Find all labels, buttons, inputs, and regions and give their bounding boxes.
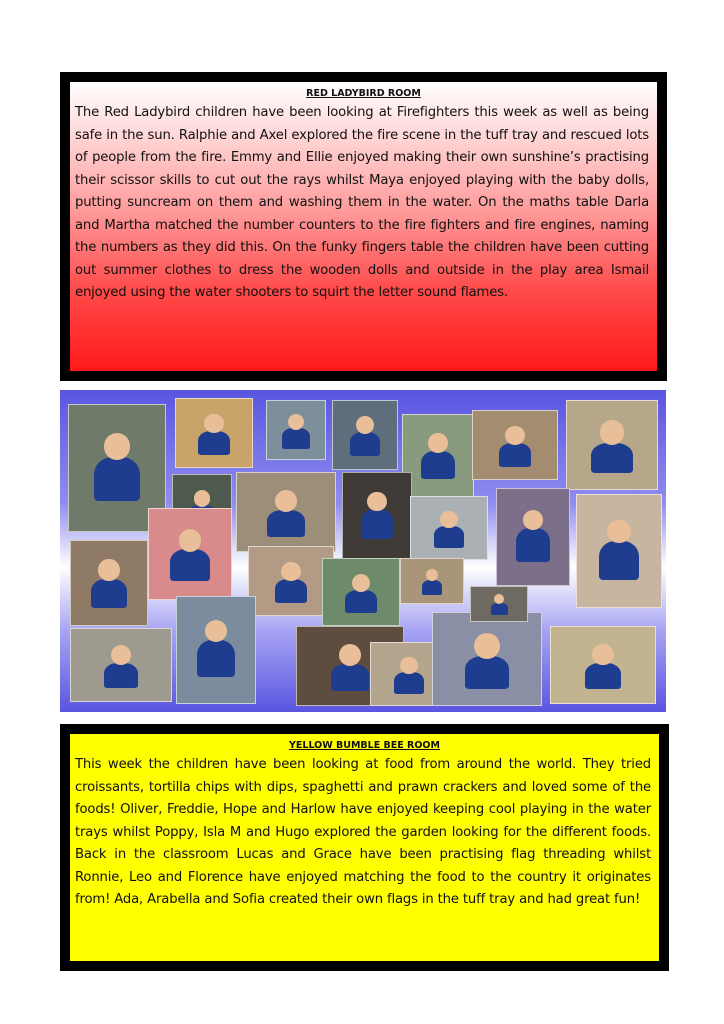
photo-collage bbox=[60, 390, 666, 712]
child-uniform bbox=[499, 443, 531, 467]
collage-photo bbox=[576, 494, 662, 608]
child-face bbox=[352, 574, 370, 592]
yellow-bumble-bee-panel-inner bbox=[70, 734, 659, 961]
collage-photo bbox=[402, 414, 474, 498]
child-uniform bbox=[282, 428, 310, 448]
child-face bbox=[288, 414, 304, 430]
collage-photo bbox=[70, 628, 172, 702]
child-face bbox=[428, 433, 448, 453]
collage-photo bbox=[470, 586, 528, 622]
child-uniform bbox=[361, 509, 393, 539]
child-face bbox=[339, 644, 361, 666]
child-face bbox=[600, 420, 625, 445]
child-uniform bbox=[434, 526, 464, 548]
red-ladybird-panel bbox=[60, 72, 667, 381]
child-face bbox=[281, 562, 300, 581]
child-face bbox=[205, 620, 227, 642]
collage-photo bbox=[550, 626, 656, 704]
collage-photo bbox=[175, 398, 253, 468]
collage-photo bbox=[400, 558, 464, 604]
collage-photo bbox=[266, 400, 326, 460]
child-uniform bbox=[421, 451, 454, 480]
child-face bbox=[607, 520, 631, 544]
collage-photo bbox=[566, 400, 658, 490]
child-uniform bbox=[104, 663, 138, 688]
collage-photo bbox=[496, 488, 570, 586]
child-face bbox=[98, 559, 119, 580]
child-face bbox=[275, 490, 297, 512]
collage-photo bbox=[236, 472, 336, 552]
child-uniform bbox=[267, 510, 304, 537]
child-uniform bbox=[170, 549, 209, 581]
child-uniform bbox=[91, 579, 127, 608]
child-uniform bbox=[585, 663, 621, 690]
yellow-bumble-bee-text: This week the children have been looking at food from around the world. They tried croissants, tortilla chips with dips, spaghetti and prawn crackers and loved some of the foods! Oliver, Freddie, Hope and Harlow have enjoyed keeping cool playing in the water trays whilst Poppy, Isla M and Hugo explored the garden looking for the different foods. Back in the classroom Lucas and Grace have been practising flag threading whilst Ronnie, Leo and Florence have enjoyed matching the food to the country it originates from! Ada, Arabella and Sofia created their own flags in the tuff tray and had great fun! bbox=[75, 757, 651, 907]
child-uniform bbox=[491, 603, 508, 615]
child-face bbox=[400, 657, 417, 674]
child-uniform bbox=[331, 664, 368, 691]
yellow-bumble-bee-title: YELLOW BUMBLE BEE ROOM bbox=[289, 740, 440, 751]
child-face bbox=[179, 529, 202, 552]
child-face bbox=[440, 511, 457, 528]
collage-photo bbox=[342, 472, 412, 560]
child-uniform bbox=[350, 432, 380, 456]
child-uniform bbox=[345, 590, 376, 613]
collage-photo bbox=[472, 410, 558, 480]
child-face bbox=[356, 416, 374, 434]
red-ladybird-title: RED LADYBIRD ROOM bbox=[306, 88, 421, 99]
collage-photo bbox=[432, 612, 542, 706]
child-face bbox=[523, 510, 543, 530]
child-face bbox=[104, 433, 131, 460]
collage-photo bbox=[70, 540, 148, 626]
child-face bbox=[474, 633, 500, 659]
child-face bbox=[204, 414, 223, 433]
child-uniform bbox=[599, 541, 639, 580]
child-uniform bbox=[516, 528, 550, 562]
collage-photo bbox=[410, 496, 488, 560]
yellow-bumble-bee-panel bbox=[60, 724, 669, 971]
child-uniform bbox=[591, 443, 633, 474]
child-uniform bbox=[197, 640, 234, 677]
collage-photo bbox=[322, 558, 400, 626]
child-uniform bbox=[465, 656, 509, 688]
child-face bbox=[111, 645, 131, 665]
red-ladybird-panel-inner bbox=[70, 82, 657, 371]
red-ladybird-text: The Red Ladybird children have been looking at Firefighters this week as well as being safe in the sun. Ralphie and Axel explored the fire scene in the tuff tray and rescued lots of people from the fire. Emmy and Ellie enjoyed making their own sunshine’s practising their scissor skills to cut out the rays whilst Maya enjoyed playing with the baby dolls, putting suncream on them and washing them in the water. On the maths table Darla and Martha matched the number counters to the fire fighters and fire engines, naming the numbers as they did this. On the funky fingers table the children have been cutting out summer clothes to dress the wooden dolls and outside in the play area Ismail enjoyed using the water shooters to squirt the letter sound flames. bbox=[75, 105, 649, 300]
collage-photo bbox=[332, 400, 398, 470]
child-uniform bbox=[94, 457, 140, 501]
child-uniform bbox=[422, 580, 443, 595]
collage-photo bbox=[148, 508, 232, 600]
child-uniform bbox=[275, 579, 307, 603]
child-face bbox=[505, 426, 524, 445]
collage-photo bbox=[176, 596, 256, 704]
child-face bbox=[592, 644, 613, 665]
child-face bbox=[426, 569, 438, 581]
child-uniform bbox=[394, 672, 424, 694]
child-face bbox=[367, 492, 386, 511]
child-uniform bbox=[198, 431, 230, 455]
child-face bbox=[194, 490, 210, 506]
